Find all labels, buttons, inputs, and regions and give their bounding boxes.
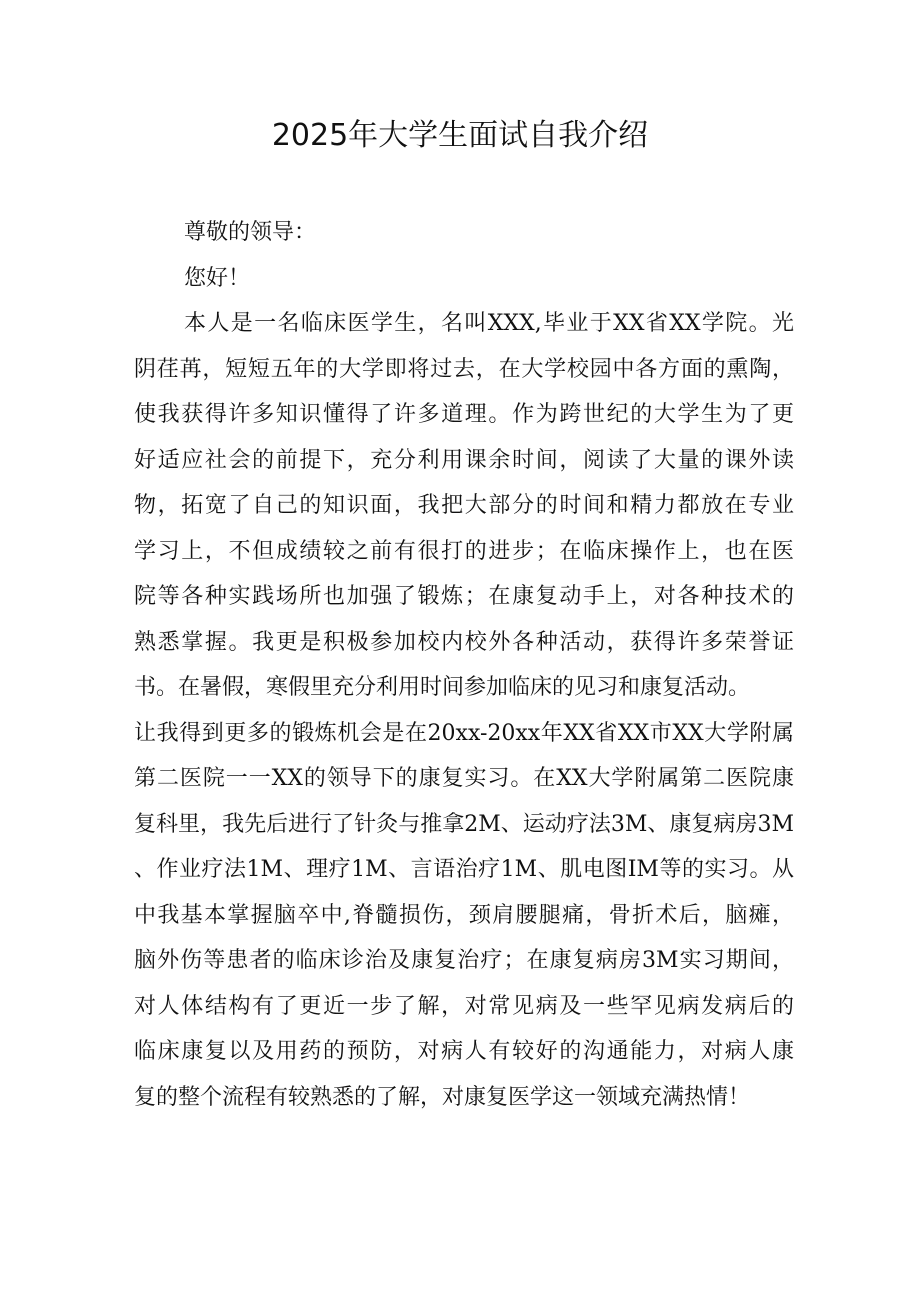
paragraph-line: 中我基本掌握脑卒中,脊髓损伤，颈肩腰腿痛，骨折术后，脑瘫， — [134, 902, 794, 928]
paragraph-line: 让我得到更多的锻炼机会是在20xx-20xx年XX省XX市XX大学附属 — [134, 720, 794, 746]
paragraph-line: 复的整个流程有较熟悉的了解，对康复医学这一领域充满热情！ — [134, 1084, 751, 1110]
paragraph-line: 脑外伤等患者的临床诊治及康复治疗；在康复病房3M实习期间， — [134, 948, 794, 973]
paragraph-line: 、作业疗法1M、理疗1M、言语治疗1M、肌电图IM等的实习。从 — [134, 857, 794, 882]
greeting: 您好！ — [184, 265, 251, 291]
paragraph-line: 好适应社会的前提下，充分利用课余时间，阅读了大量的课外读 — [134, 447, 794, 473]
paragraph-line: 使我获得许多知识懂得了许多道理。作为跨世纪的大学生为了更 — [134, 402, 794, 427]
salutation: 尊敬的领导： — [184, 220, 317, 245]
paragraph-line: 学习上，不但成绩较之前有很打的进步；在临床操作上，也在医 — [134, 538, 794, 564]
paragraph-line: 阴荏苒，短短五年的大学即将过去，在大学校园中各方面的熏陶， — [134, 356, 794, 382]
paragraph-line: 本人是一名临床医学生，名叫XXX,毕业于XX省XX学院。光 — [184, 311, 794, 336]
document-title: 2025年大学生面试自我介绍 — [271, 118, 649, 153]
paragraph-line: 第二医院一一XX的领导下的康复实习。在XX大学附属第二医院康 — [134, 766, 794, 791]
paragraph-line: 复科里，我先后进行了针灸与推拿2M、运动疗法3M、康复病房3M — [134, 811, 794, 837]
paragraph-line: 临床康复以及用药的预防，对病人有较好的沟通能力，对病人康 — [134, 1039, 794, 1064]
paragraph-line: 物，拓宽了自己的知识面，我把大部分的时间和精力都放在专业 — [134, 493, 794, 518]
document-body — [134, 210, 794, 1120]
paragraph-line: 书。在暑假，寒假里充分利用时间参加临床的见习和康复活动。 — [134, 675, 751, 700]
paragraph-line: 熟悉掌握。我更是积极参加校内校外各种活动，获得许多荣誉证 — [134, 629, 794, 655]
paragraph-line: 对人体结构有了更近一步了解，对常见病及一些罕见病发病后的 — [134, 993, 794, 1019]
paragraph-line: 院等各种实践场所也加强了锻炼；在康复动手上，对各种技术的 — [134, 584, 794, 609]
